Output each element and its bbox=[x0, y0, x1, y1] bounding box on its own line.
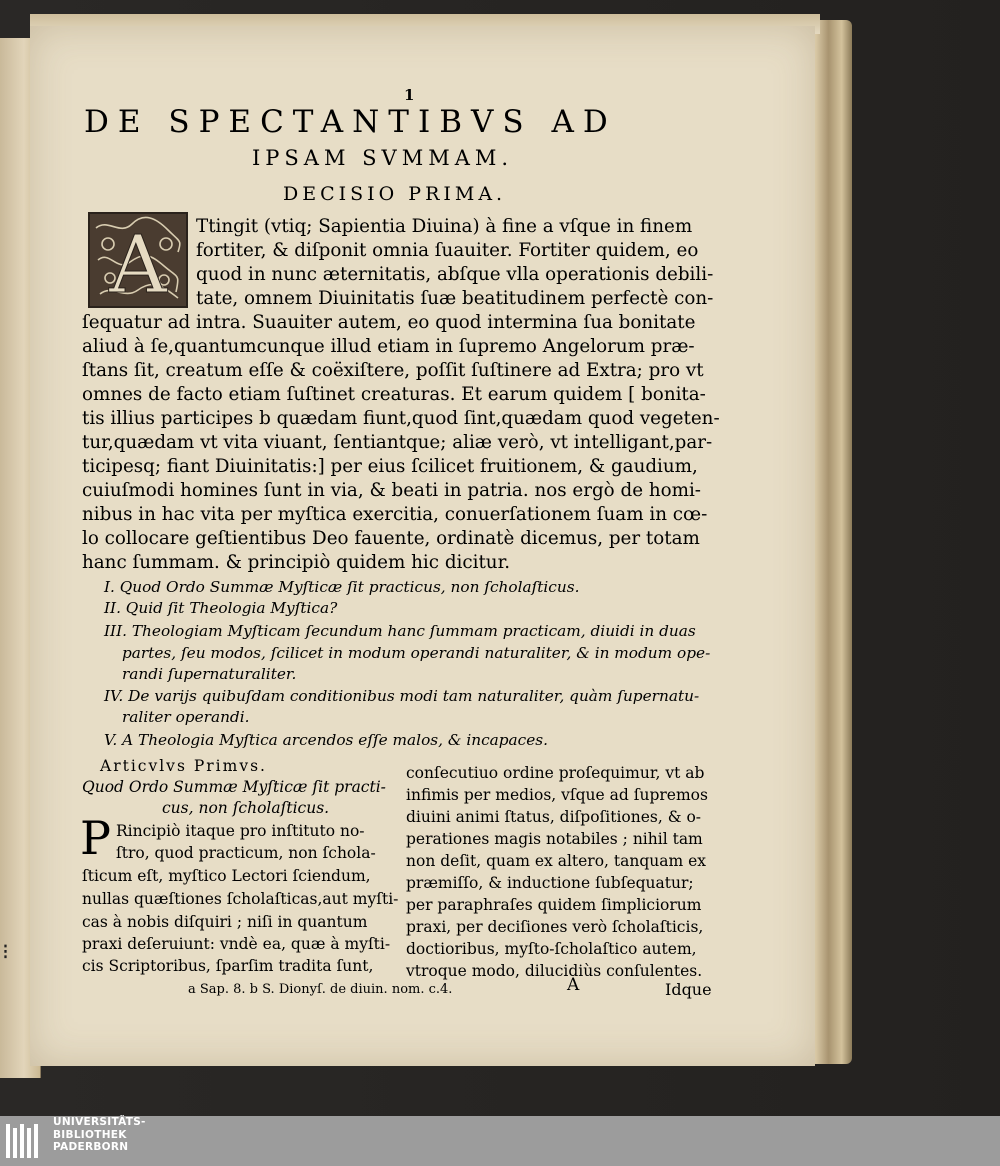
left-column-line: praxi deſeruiunt: vndè ea, quæ à myſti- bbox=[82, 935, 391, 953]
right-column-line: vtroque modo, dilucidiùs conſulentes. bbox=[406, 962, 703, 980]
footnote: a Sap. 8. b S. Dionyſ. de diuin. nom. c.4. bbox=[188, 982, 453, 997]
title-line-2: IPSAM SVMMAM. bbox=[252, 146, 514, 170]
body-line: tis illius participes b quædam fiunt,quod ſint,quædam quod vegeten- bbox=[82, 408, 720, 429]
right-column-line: conſecutiuo ordine proſequimur, vt ab bbox=[406, 764, 705, 782]
body-line: ſequatur ad intra. Suauiter autem, eo quod intermina ſua bonitate bbox=[82, 312, 696, 333]
right-column-line: praxi, per deciſiones verò ſcholaſticis, bbox=[406, 918, 704, 936]
left-column-line: Rincipiò itaque pro inſtituto no- bbox=[116, 822, 365, 840]
body-line: ſtans ſit, creatum eſſe & coëxiſtere, poſſit ſuſtinere ad Extra; pro vt bbox=[82, 360, 704, 381]
body-line: tate, omnem Diuinitatis ſuæ beatitudinem perfectè con- bbox=[196, 288, 714, 309]
decorated-initial bbox=[88, 212, 188, 308]
left-column-initial: P bbox=[80, 811, 111, 865]
library-bar bbox=[0, 1116, 1000, 1166]
library-line-2: BIBLIOTHEK bbox=[53, 1128, 127, 1141]
catchword: Idque bbox=[665, 980, 712, 999]
contents-line: raliter operandi. bbox=[122, 708, 250, 726]
library-name bbox=[53, 1116, 146, 1154]
right-column-line: infimis per medios, vſque ad ſupremos bbox=[406, 786, 708, 804]
body-line: Ttingit (vtiq; Sapientia Diuina) à fine a vſque in finem bbox=[196, 216, 693, 237]
body-line: fortiter, & diſponit omnia ſuauiter. Fortiter quidem, eo bbox=[196, 240, 699, 261]
right-column-line: doctioribus, myſto-ſcholaſtico autem, bbox=[406, 940, 697, 958]
body-line: lo collocare geſtientibus Deo fauente, ordinatè dicemus, per totam bbox=[82, 528, 700, 549]
left-column-line: cas à nobis diſquiri ; niſi in quantum bbox=[82, 913, 368, 931]
contents-line: I. Quod Ordo Summæ Myſticæ ſit practicus, non ſcholaſticus. bbox=[104, 578, 580, 596]
body-line: ticipesq; fiant Diuinitatis:] per eius ſcilicet fruitionem, & gaudium, bbox=[82, 456, 698, 477]
folio-number: 1 bbox=[404, 86, 415, 104]
library-line-3: PADERBORN bbox=[53, 1141, 129, 1153]
contents-line: partes, ſeu modos, ſcilicet in modum operandi naturaliter, & in modum ope- bbox=[122, 644, 711, 662]
svg-text:A: A bbox=[109, 218, 167, 306]
body-line: nibus in hac vita per myſtica exercitia, conuerſationem ſuam in cœ- bbox=[82, 504, 708, 525]
article-subtitle: Quod Ordo Summæ Myſticæ ſit practi- bbox=[82, 778, 386, 796]
contents-line: IV. De varijs quibuſdam conditionibus modi tam naturaliter, quàm ſupernatu- bbox=[104, 687, 700, 705]
body-line: omnes de facto etiam ſuſtinet creaturas. Et earum quidem [ bonita- bbox=[82, 384, 706, 405]
right-column-line: per paraphraſes quidem ſimpliciorum bbox=[406, 896, 702, 914]
left-column-line: cis Scriptoribus, ſparſim tradita ſunt, bbox=[82, 957, 374, 975]
right-column-line: non deſit, quam ex altero, tanquam ex bbox=[406, 852, 707, 870]
contents-line: III. Theologiam Myſticam ſecundum hanc ſummam practicam, diuidi in duas bbox=[104, 622, 696, 640]
body-line: hanc ſummam. & principiò quidem hic dicitur. bbox=[82, 552, 511, 573]
signature-mark: A bbox=[567, 975, 580, 995]
left-page-mark: ⁝ bbox=[2, 940, 9, 965]
contents-line: II. Quid ſit Theologia Myſtica? bbox=[104, 599, 338, 617]
title-line-1: DE SPECTANTIBVS AD bbox=[84, 104, 617, 140]
contents-line: randi ſupernaturaliter. bbox=[122, 665, 297, 683]
left-column-line: nullas quæſtiones ſcholaſticas,aut myſti- bbox=[82, 890, 399, 908]
left-column-line: ſtro, quod practicum, non ſchola- bbox=[116, 844, 376, 862]
article-subtitle: cus, non ſcholaſticus. bbox=[162, 799, 330, 817]
body-line: tur,quædam vt vita viuant, ſentiantque; aliæ verò, vt intelligant,par- bbox=[82, 432, 713, 453]
left-column-line: ſticum eſt, myſtico Lectori ſciendum, bbox=[82, 867, 371, 885]
right-column-line: præmiſſo, & inductione ſubſequatur; bbox=[406, 874, 694, 892]
library-line-1: UNIVERSITÄTS- bbox=[53, 1116, 146, 1128]
body-line: cuiuſmodi homines ſunt in via, & beati in patria. nos ergò de homi- bbox=[82, 480, 701, 501]
body-line: quod in nunc æternitatis, abſque vlla operationis debili- bbox=[196, 264, 714, 285]
right-column-line: diuini animi ſtatus, diſpoſitiones, & o- bbox=[406, 808, 702, 826]
title-line-3: DECISIO PRIMA. bbox=[283, 183, 507, 205]
body-line: aliud à ſe,quantumcunque illud etiam in ſupremo Angelorum præ- bbox=[82, 336, 695, 357]
article-heading: Articvlvs Primvs. bbox=[100, 757, 267, 775]
right-column-line: perationes magis notabiles ; nihil tam bbox=[406, 830, 703, 848]
library-logo-icon bbox=[4, 1120, 50, 1162]
contents-line: V. A Theologia Myſtica arcendos eſſe malos, & incapaces. bbox=[104, 731, 549, 749]
